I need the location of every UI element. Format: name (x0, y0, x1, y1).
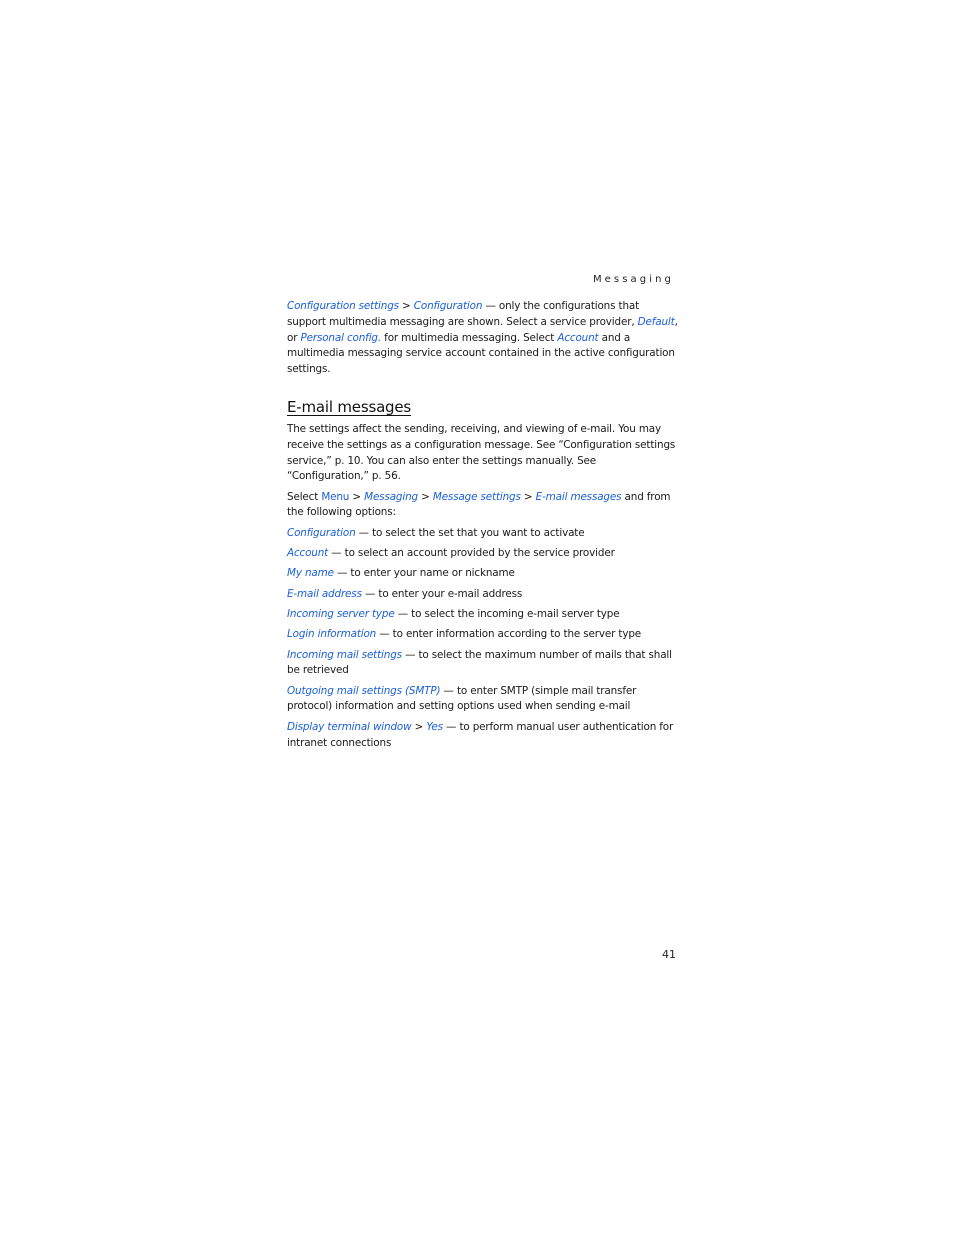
option-item (287, 684, 679, 716)
running-head: Messaging (592, 274, 674, 285)
link-personal-config[interactable]: Personal config. (300, 331, 382, 344)
path-separator: > (411, 720, 427, 733)
option-item (287, 566, 679, 582)
select-text: Select (287, 490, 322, 503)
option-description: — to select an account provided by the service provider (328, 547, 615, 560)
option-item (287, 648, 679, 680)
path-separator: > (349, 490, 365, 503)
intro-text-2: , or (287, 315, 678, 344)
section-paragraph: The settings affect the sending, receiving, and viewing of e-mail. You may receive the settings as a configuration message. See “Configuration settings service,” p. 10. You can also enter the settings manually. See “Configuration,” p. 56. (287, 422, 676, 483)
option-email-address[interactable]: E-mail address (287, 587, 362, 600)
option-item (287, 627, 679, 643)
option-description: — to enter your e-mail address (361, 587, 523, 600)
option-description: — to select the maximum number of mails that shall be retrieved (287, 648, 672, 677)
option-item (287, 546, 679, 562)
link-messaging[interactable]: Messaging (364, 490, 418, 503)
link-menu[interactable]: Menu (321, 490, 350, 503)
option-item (287, 607, 679, 623)
link-message-settings[interactable]: Message settings (432, 490, 521, 503)
link-account[interactable]: Account (557, 331, 599, 344)
option-description: — to enter your name or nickname (333, 567, 515, 580)
option-incoming-server-type[interactable]: Incoming server type (287, 607, 395, 620)
intro-paragraph (287, 299, 679, 378)
option-description: — to perform manual user authentication for intranet connections (287, 720, 674, 749)
section-heading-email-messages: E-mail messages (287, 397, 412, 416)
page-content (287, 299, 679, 756)
link-configuration-settings[interactable]: Configuration settings (287, 300, 399, 312)
option-description: — to select the set that you want to activate (355, 526, 585, 539)
option-description: — to enter information according to the server type (376, 628, 642, 641)
path-separator: > (418, 490, 433, 503)
option-item (287, 720, 679, 752)
option-my-name[interactable]: My name (287, 567, 334, 580)
select-tail-text: and from the following options: (287, 490, 671, 519)
link-default[interactable]: Default (637, 315, 675, 328)
option-configuration[interactable]: Configuration (287, 526, 356, 539)
option-description: — to enter SMTP (simple mail transfer protocol) information and setting options used when sending e-mail (287, 684, 637, 713)
link-configuration[interactable]: Configuration (413, 300, 483, 312)
option-description: — to select the incoming e-mail server type (394, 607, 620, 620)
menu-path-paragraph (287, 490, 679, 522)
intro-text-1: — only the configurations that support multimedia messaging are shown. Select a service provider, (287, 300, 640, 328)
path-separator: > (520, 490, 536, 503)
page-number: 41 (662, 948, 676, 961)
option-incoming-mail-settings[interactable]: Incoming mail settings (287, 648, 402, 661)
path-separator: > (398, 300, 414, 312)
option-display-terminal-window[interactable]: Display terminal window (287, 720, 412, 733)
option-account[interactable]: Account (287, 547, 329, 560)
option-item (287, 587, 679, 603)
option-yes[interactable]: Yes (426, 720, 443, 733)
option-outgoing-mail-settings[interactable]: Outgoing mail settings (SMTP) (287, 684, 441, 697)
link-email-messages[interactable]: E-mail messages (535, 490, 622, 503)
option-item (287, 526, 679, 542)
option-login-information[interactable]: Login information (287, 628, 377, 641)
intro-text-4: and a multimedia messaging service account contained in the active configuration settings. (287, 331, 675, 376)
intro-text-3: for multimedia messaging. Select (381, 331, 558, 344)
